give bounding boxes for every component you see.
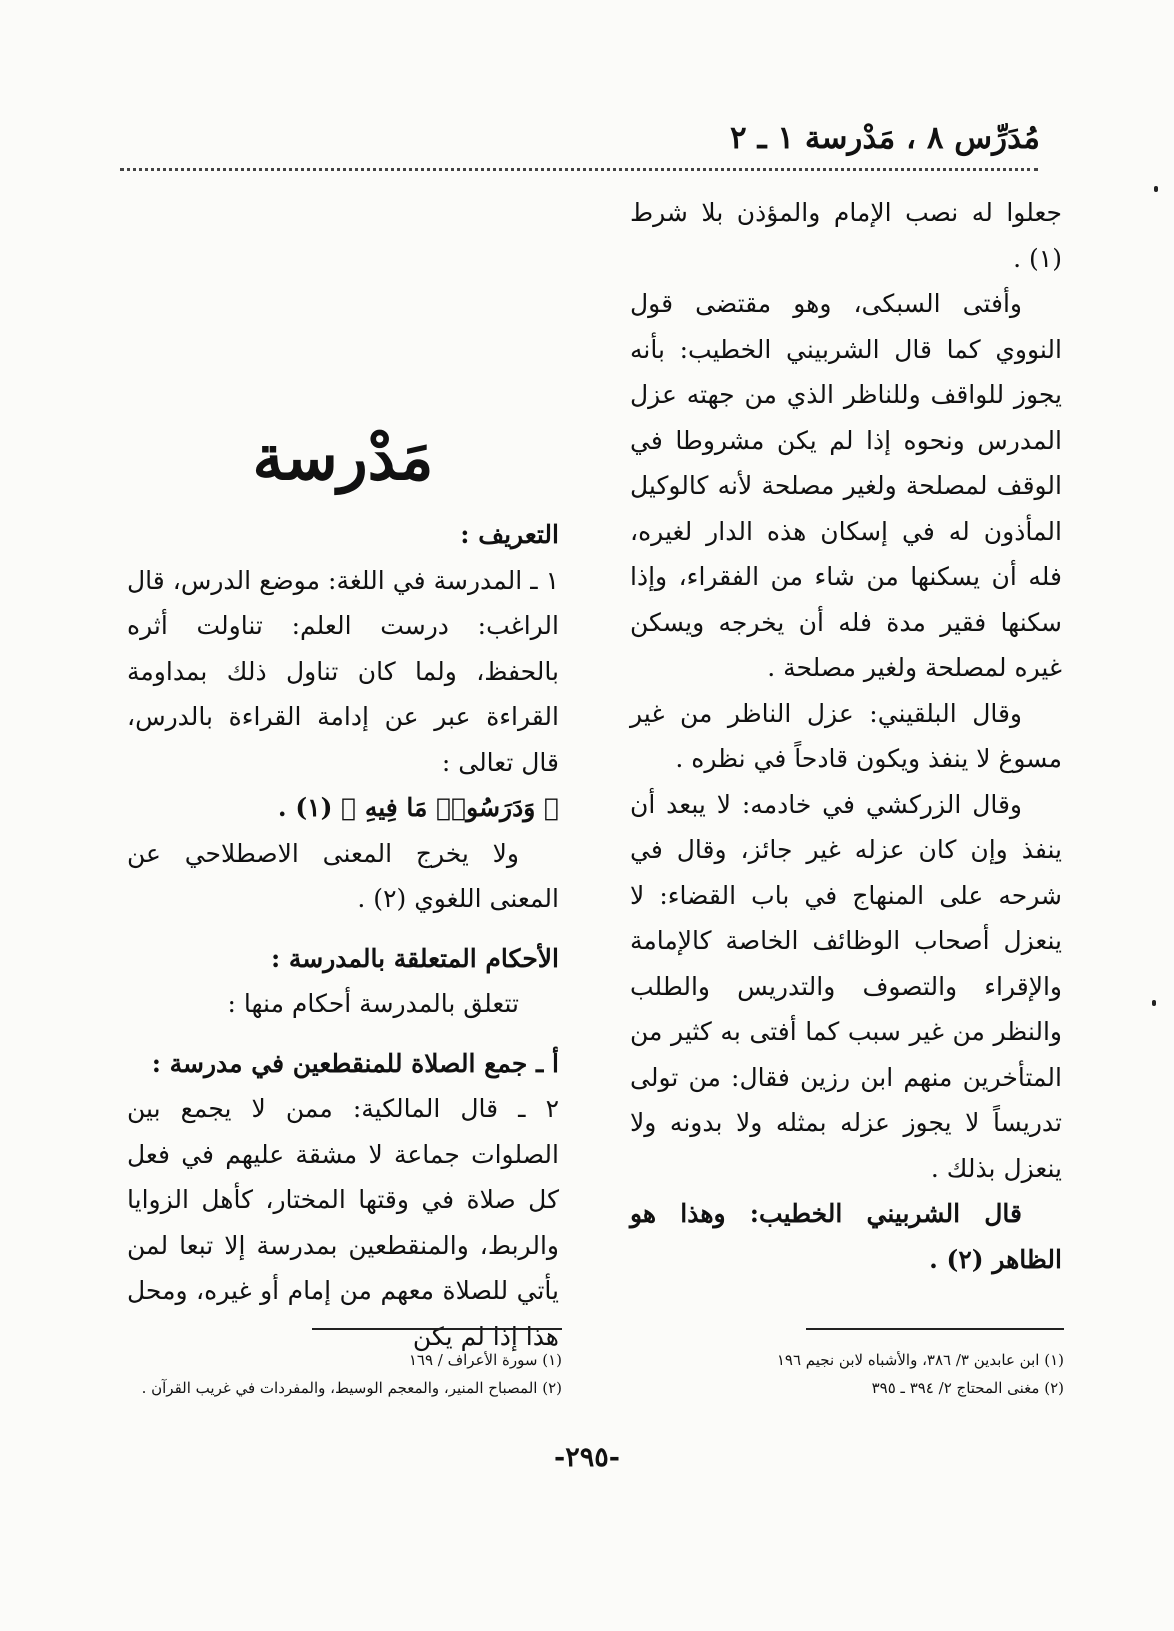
subheading: أ ـ جمع الصلاة للمنقطعين في مدرسة : — [151, 1048, 559, 1078]
header-dotted-rule — [120, 168, 1038, 171]
footnote: (٢) المصباح المنير، والمعجم الوسيط، والمفردات في غريب القرآن . — [141, 1379, 562, 1397]
left-column — [127, 190, 559, 1359]
paragraph: وأفتى السبكى، وهو مقتضى قول النووي كما قال الشربيني الخطيب: بأنه يجوز للواقف وللناظر الذي من جهته عزل المدرس ونحوه إذا لم يكن مشروطا في الوقف لمصلحة ولغير مصلحة لأنه كالوكيل المأذون له في إسكان هذه الدار لغيره، فله أن يسكنها من شاء من الفقراء، وإذا سكنها فقير مدة فله أن يخرجه ويسكن غيره لمصلحة ولغير مصلحة . — [630, 289, 1062, 682]
rulings-heading: الأحكام المتعلقة بالمدرسة : — [270, 943, 559, 973]
paragraph: جعلوا له نصب الإمام والمؤذن بلا شرط (١) . — [630, 198, 1062, 273]
paragraph: تتعلق بالمدرسة أحكام منها : — [227, 989, 519, 1018]
entry-title: مَدْرسة — [252, 421, 434, 494]
running-head: مُدَرِّس ٨ ، مَدْرسة ١ ـ ٢ — [730, 120, 1040, 156]
definition-heading: التعريف : — [460, 520, 559, 549]
spacer — [127, 922, 559, 936]
paragraph: ٢ ـ قال المالكية: ممن لا يجمع بين الصلوات جماعة لا مشقة عليهم في فعل كل صلاة في وقتها المختار، كأهل الزوايا والربط، والمنقطعين بمدرسة إلا تبعا لمن يأتي للصلاة معهم من إمام أو غيره، ومحل هذا إذا لم يكن — [127, 1094, 559, 1351]
footnote: (١) سورة الأعراف / ١٦٩ — [408, 1351, 562, 1369]
footnote-rule — [312, 1328, 562, 1330]
footnotes-right — [594, 1346, 1064, 1402]
footnote: (١) ابن عابدين ٣/ ٣٨٦، والأشباه لابن نجيم ١٩٦ — [776, 1351, 1064, 1369]
paragraph: وقال الزركشي في خادمه: لا يبعد أن ينفذ وإن كان عزله غير جائز، وقال في شرحه على المنهاج في باب القضاء: لا ينعزل أصحاب الوظائف الخاصة كالإمامة والإقراء والتصوف والتدريس والطلب والنظر من غير سبب كما أفتى به كثير من المتأخرين منهم ابن رزين فقال: من تولى تدريساً لا يجوز عزله بمثله ولا بدونه ولا ينعزل بذلك . — [630, 789, 1062, 1183]
paragraph: وقال البلقيني: عزل الناظر من غير مسوغ لا ينفذ ويكون قادحاً في نظره . — [630, 698, 1062, 773]
footnotes-left — [92, 1346, 562, 1402]
footnote-rule — [806, 1328, 1064, 1330]
page-number: -٢٩٥- — [554, 1442, 620, 1473]
footnote: (٢) مغنى المحتاج ٢/ ٣٩٤ ـ ٣٩٥ — [871, 1379, 1064, 1397]
paragraph: قال الشربيني الخطيب: وهذا هو الظاهر (٢) . — [630, 1199, 1062, 1274]
paragraph: ١ ـ المدرسة في اللغة: موضع الدرس، قال الراغب: درست العلم: تناولت أثره بالحفظ، ولما كان تناول ذلك بمداومة القراءة عبر عن إدامة القراءة بالدرس، قال تعالى : — [127, 565, 559, 777]
scan-speck — [1154, 186, 1158, 192]
paragraph: ولا يخرج المعنى الاصطلاحي عن المعنى اللغوي (٢) . — [127, 838, 559, 913]
spacer — [127, 1027, 559, 1041]
right-column — [630, 190, 1062, 1282]
scan-speck — [1152, 1000, 1156, 1006]
quran-verse: ﴿ وَدَرَسُوا۟ مَا فِيهِ ﴾ (١) . — [277, 793, 559, 822]
